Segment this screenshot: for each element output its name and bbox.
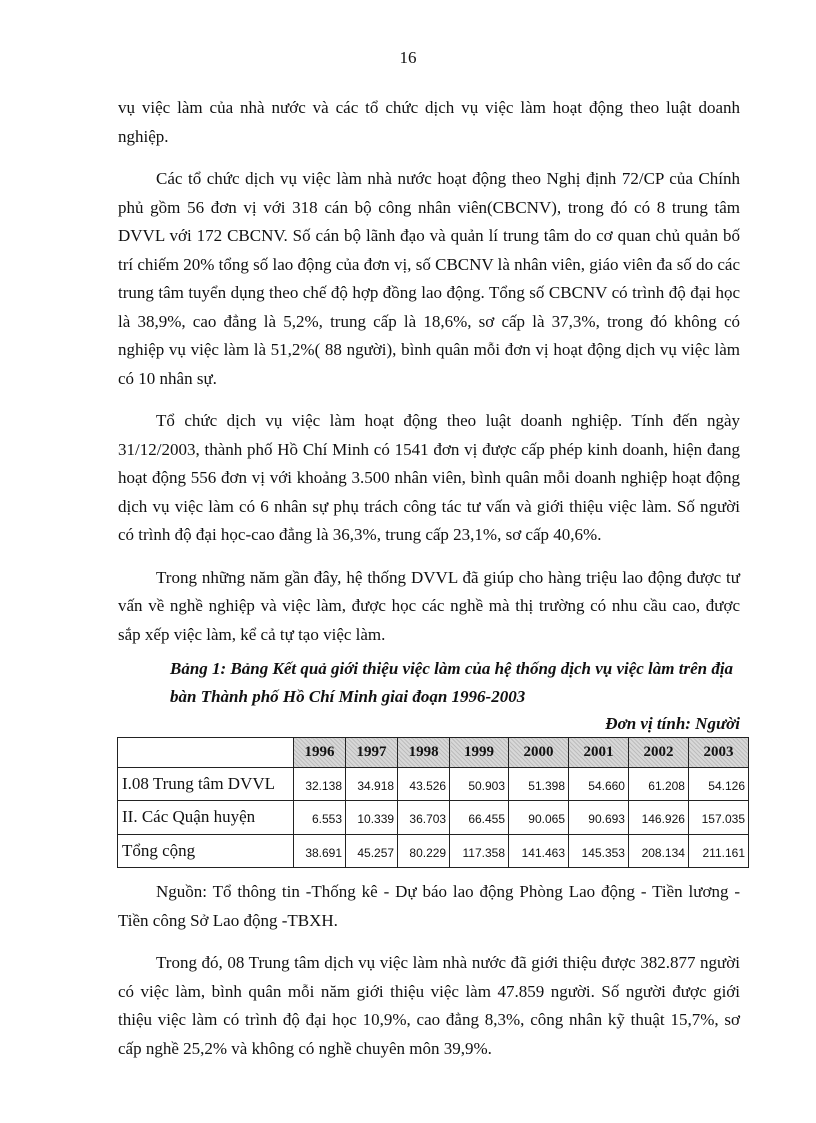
table-cell: 157.035	[688, 801, 748, 835]
table-cell: 43.526	[398, 767, 450, 801]
table-caption: Bảng 1: Bảng Kết quả giới thiệu việc làm của hệ thống dịch vụ việc làm trên địa bàn Thành phố Hồ Chí Minh giai đoạn 1996-2003	[170, 659, 734, 706]
year-header: 1996	[294, 738, 346, 768]
table-row	[118, 767, 749, 801]
table-header-row	[118, 738, 749, 768]
table-cell: 90.065	[509, 801, 569, 835]
results-table	[117, 737, 749, 868]
table-cell: 10.339	[346, 801, 398, 835]
paragraph-state-services: Các tổ chức dịch vụ việc làm nhà nước hoạt động theo Nghị định 72/CP của Chính phủ gồm 56 đơn vị với 318 cán bộ công nhân viên(CBCNV), trong đó có 8 trung tâm DVVL với 172 CBCNV. Số cán bộ lãnh đạo và quản lí trung tâm do cơ quan chủ quản bố trí chiếm 20% tổng số lao động của đơn vị, số CBCNV là nhân viên, giáo viên đa số do các trung tâm tuyển dụng theo chế độ hợp đồng lao động. Tổng số CBCNV có trình độ đại học là 38,9%, cao đẳng là 5,2%, trung cấp là 18,6%, sơ cấp là 37,3%, trong đó không có nghiệp vụ việc làm là 51,2%( 88 người), bình quân mỗi đơn vị hoạt động dịch vụ việc làm có 10 nhân sự.	[118, 169, 740, 388]
table-cell: 45.257	[346, 834, 398, 868]
year-header: 1999	[450, 738, 509, 768]
table-cell: 61.208	[628, 767, 688, 801]
table-source: Nguồn: Tổ thông tin -Thống kê - Dự báo lao động Phòng Lao động - Tiền lương -Tiền công Sở Lao động -TBXH.	[118, 882, 740, 930]
table-cell: 80.229	[398, 834, 450, 868]
table-cell: 38.691	[294, 834, 346, 868]
row-label: I.08 Trung tâm DVVL	[118, 767, 294, 801]
table-cell: 117.358	[450, 834, 509, 868]
header-blank-cell	[118, 738, 294, 768]
table-cell: 32.138	[294, 767, 346, 801]
table-cell: 208.134	[628, 834, 688, 868]
year-header: 2001	[569, 738, 629, 768]
table-cell: 146.926	[628, 801, 688, 835]
table-unit: Đơn vị tính: Người	[605, 714, 740, 733]
table-cell: 54.660	[569, 767, 629, 801]
paragraph-closing: Trong đó, 08 Trung tâm dịch vụ việc làm nhà nước đã giới thiệu được 382.877 người có việc làm, bình quân mỗi năm giới thiệu việc làm 47.859 người. Số người được giới thiệu việc làm có trình độ đại học 10,9%, cao đẳng 8,3%, công nhân kỹ thuật 15,7%, sơ cấp nghề 25,2% và không có nghề chuyên môn 39,9%.	[118, 953, 740, 1058]
table-cell: 90.693	[569, 801, 629, 835]
table-cell: 36.703	[398, 801, 450, 835]
paragraph-recent-years: Trong những năm gần đây, hệ thống DVVL đã giúp cho hàng triệu lao động được tư vấn về nghề nghiệp và việc làm, được học các nghề mà thị trường có nhu cầu cao, được sắp xếp việc làm, kể cả tự tạo việc làm.	[118, 567, 740, 644]
year-header: 1997	[346, 738, 398, 768]
table-cell: 145.353	[569, 834, 629, 868]
table-row	[118, 801, 749, 835]
paragraph-enterprise-services: Tổ chức dịch vụ việc làm hoạt động theo luật doanh nghiệp. Tính đến ngày 31/12/2003, thành phố Hồ Chí Minh có 1541 đơn vị được cấp phép kinh doanh, hiện đang hoạt động 556 đơn vị với khoảng 3.500 nhân viên, bình quân mỗi doanh nghiệp hoạt động dịch vụ việc làm có 6 nhân sự phụ trách công tác tư vấn và giới thiệu việc làm. Số người có trình độ đại học-cao đẳng là 36,3%, trung cấp 23,1%, sơ cấp 40,6%.	[118, 411, 740, 544]
table-cell: 51.398	[509, 767, 569, 801]
year-header: 2000	[509, 738, 569, 768]
year-header: 1998	[398, 738, 450, 768]
table-row-total	[118, 834, 749, 868]
table-cell: 34.918	[346, 767, 398, 801]
table-cell: 141.463	[509, 834, 569, 868]
body-text	[118, 94, 745, 1077]
table-cell: 66.455	[450, 801, 509, 835]
table-cell: 50.903	[450, 767, 509, 801]
table-cell: 211.161	[688, 834, 748, 868]
page-number: 16	[399, 48, 417, 67]
row-label: II. Các Quận huyện	[118, 801, 294, 835]
paragraph-continuation: vụ việc làm của nhà nước và các tổ chức dịch vụ việc làm hoạt động theo luật doanh nghiệp.	[118, 98, 740, 146]
table-cell: 6.553	[294, 801, 346, 835]
year-header: 2003	[688, 738, 748, 768]
table-cell: 54.126	[688, 767, 748, 801]
year-header: 2002	[628, 738, 688, 768]
row-label: Tổng cộng	[118, 834, 294, 868]
